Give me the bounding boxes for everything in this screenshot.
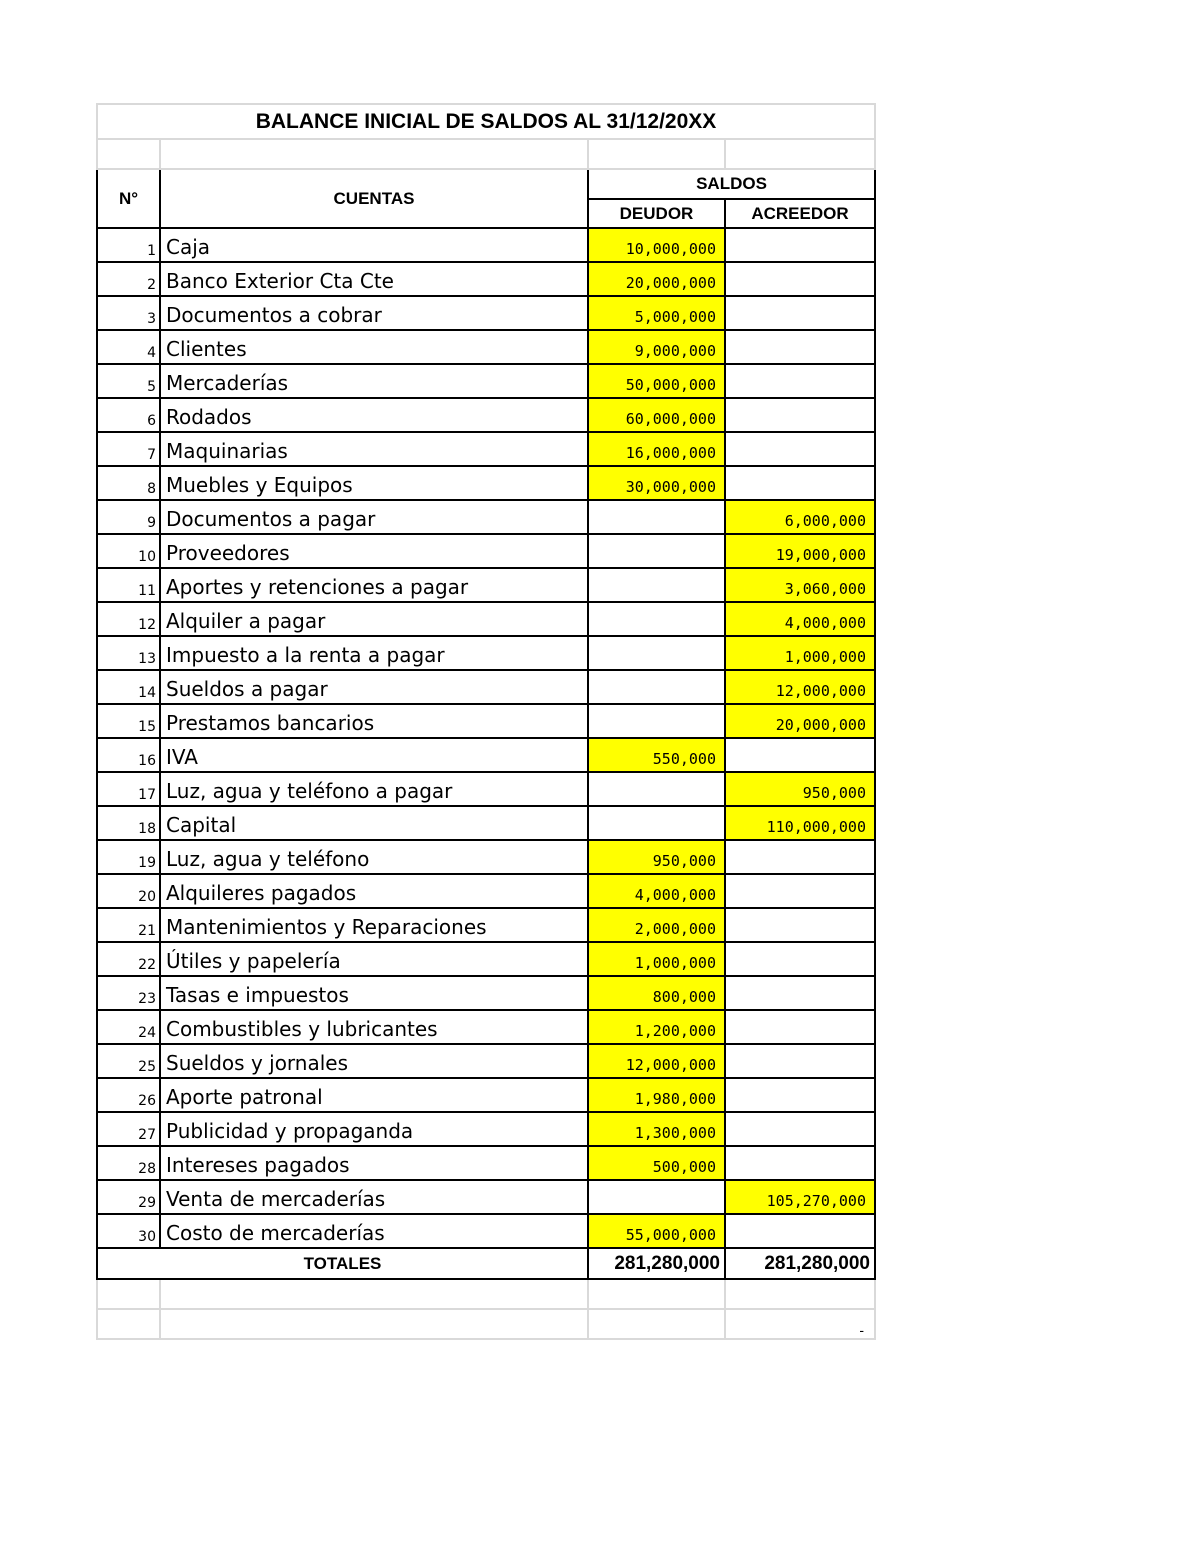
credit-amount-cell[interactable]: 6,000,000: [725, 500, 875, 534]
row-number-cell[interactable]: 22: [97, 942, 160, 976]
account-name-cell[interactable]: IVA: [160, 738, 588, 772]
account-name-cell[interactable]: Banco Exterior Cta Cte: [160, 262, 588, 296]
debit-amount-cell[interactable]: 60,000,000: [588, 398, 725, 432]
total-credit-cell[interactable]: 281,280,000: [725, 1248, 875, 1279]
debit-amount-cell[interactable]: 1,300,000: [588, 1112, 725, 1146]
account-name-cell[interactable]: Documentos a pagar: [160, 500, 588, 534]
account-name-cell[interactable]: Luz, agua y teléfono a pagar: [160, 772, 588, 806]
debit-amount-cell[interactable]: 800,000: [588, 976, 725, 1010]
account-name-cell[interactable]: Útiles y papelería: [160, 942, 588, 976]
account-name-cell[interactable]: Sueldos y jornales: [160, 1044, 588, 1078]
account-name-cell[interactable]: Documentos a cobrar: [160, 296, 588, 330]
debit-amount-cell[interactable]: [588, 636, 725, 670]
debit-column-header: DEUDOR: [588, 199, 725, 228]
empty-cell[interactable]: [160, 139, 588, 169]
credit-amount-cell[interactable]: [725, 1146, 875, 1180]
row-number-cell[interactable]: 18: [97, 806, 160, 840]
account-name-cell[interactable]: Mantenimientos y Reparaciones: [160, 908, 588, 942]
debit-amount-cell[interactable]: 1,000,000: [588, 942, 725, 976]
debit-amount-cell[interactable]: 1,200,000: [588, 1010, 725, 1044]
row-number-cell[interactable]: 7: [97, 432, 160, 466]
balance-sheet-body: [97, 104, 875, 1339]
credit-amount-cell[interactable]: [725, 432, 875, 466]
row-number-cell[interactable]: 9: [97, 500, 160, 534]
account-name-cell[interactable]: Proveedores: [160, 534, 588, 568]
debit-amount-cell[interactable]: 16,000,000: [588, 432, 725, 466]
debit-amount-cell[interactable]: [588, 500, 725, 534]
credit-amount-cell[interactable]: [725, 296, 875, 330]
debit-amount-cell[interactable]: 30,000,000: [588, 466, 725, 500]
account-name-cell[interactable]: Tasas e impuestos: [160, 976, 588, 1010]
row-number-cell[interactable]: 19: [97, 840, 160, 874]
row-number-cell[interactable]: 20: [97, 874, 160, 908]
debit-amount-cell[interactable]: 1,980,000: [588, 1078, 725, 1112]
row-number-cell[interactable]: 6: [97, 398, 160, 432]
account-name-cell[interactable]: Caja: [160, 228, 588, 262]
accounts-column-header: CUENTAS: [160, 169, 588, 228]
table-row: [97, 636, 875, 670]
account-name-cell[interactable]: Aportes y retenciones a pagar: [160, 568, 588, 602]
credit-amount-cell[interactable]: [725, 1078, 875, 1112]
row-number-cell[interactable]: 17: [97, 772, 160, 806]
debit-amount-cell[interactable]: 550,000: [588, 738, 725, 772]
row-number-cell[interactable]: 8: [97, 466, 160, 500]
credit-amount-cell[interactable]: [725, 874, 875, 908]
table-row: [97, 942, 875, 976]
sheet-title: BALANCE INICIAL DE SALDOS AL 31/12/20XX: [97, 104, 875, 139]
number-column-header: N°: [97, 169, 160, 228]
header-row-top: [97, 169, 875, 199]
empty-cell[interactable]: [97, 1309, 160, 1339]
row-number-cell[interactable]: 11: [97, 568, 160, 602]
account-name-cell[interactable]: Clientes: [160, 330, 588, 364]
table-row: [97, 704, 875, 738]
table-row: [97, 738, 875, 772]
balance-sheet-table: [96, 103, 876, 1340]
empty-cell[interactable]: [725, 139, 875, 169]
table-row: [97, 296, 875, 330]
row-number-cell[interactable]: 10: [97, 534, 160, 568]
account-name-cell[interactable]: Venta de mercaderías: [160, 1180, 588, 1214]
table-row: [97, 398, 875, 432]
row-number-cell[interactable]: 21: [97, 908, 160, 942]
account-name-cell[interactable]: Intereses pagados: [160, 1146, 588, 1180]
debit-amount-cell[interactable]: [588, 534, 725, 568]
debit-amount-cell[interactable]: [588, 806, 725, 840]
difference-cell[interactable]: -: [725, 1309, 875, 1339]
empty-cell[interactable]: [588, 1309, 725, 1339]
debit-amount-cell[interactable]: 55,000,000: [588, 1214, 725, 1248]
empty-cell[interactable]: [588, 139, 725, 169]
row-number-cell[interactable]: 2: [97, 262, 160, 296]
account-name-cell[interactable]: Capital: [160, 806, 588, 840]
spacer-row: [97, 139, 875, 169]
account-name-cell[interactable]: Alquileres pagados: [160, 874, 588, 908]
table-row: [97, 976, 875, 1010]
row-number-cell[interactable]: 30: [97, 1214, 160, 1248]
debit-amount-cell[interactable]: 10,000,000: [588, 228, 725, 262]
credit-amount-cell[interactable]: [725, 398, 875, 432]
row-number-cell[interactable]: 23: [97, 976, 160, 1010]
credit-amount-cell[interactable]: [725, 1214, 875, 1248]
credit-amount-cell[interactable]: 20,000,000: [725, 704, 875, 738]
empty-cell[interactable]: [160, 1309, 588, 1339]
account-name-cell[interactable]: Aporte patronal: [160, 1078, 588, 1112]
table-row: [97, 772, 875, 806]
debit-amount-cell[interactable]: [588, 670, 725, 704]
credit-amount-cell[interactable]: 950,000: [725, 772, 875, 806]
table-row: [97, 1146, 875, 1180]
table-row: [97, 1112, 875, 1146]
credit-amount-cell[interactable]: [725, 466, 875, 500]
account-name-cell[interactable]: Combustibles y lubricantes: [160, 1010, 588, 1044]
table-row: [97, 1010, 875, 1044]
debit-amount-cell[interactable]: 950,000: [588, 840, 725, 874]
table-row: [97, 1044, 875, 1078]
totals-label: TOTALES: [97, 1248, 588, 1279]
table-row: [97, 1078, 875, 1112]
credit-amount-cell[interactable]: [725, 1010, 875, 1044]
credit-amount-cell[interactable]: 105,270,000: [725, 1180, 875, 1214]
row-number-cell[interactable]: 3: [97, 296, 160, 330]
credit-amount-cell[interactable]: [725, 976, 875, 1010]
spacer-row: [97, 1279, 875, 1309]
row-number-cell[interactable]: 5: [97, 364, 160, 398]
row-number-cell[interactable]: 29: [97, 1180, 160, 1214]
account-name-cell[interactable]: Impuesto a la renta a pagar: [160, 636, 588, 670]
table-row: [97, 806, 875, 840]
debit-amount-cell[interactable]: [588, 1180, 725, 1214]
debit-amount-cell[interactable]: 12,000,000: [588, 1044, 725, 1078]
table-row: [97, 262, 875, 296]
row-number-cell[interactable]: 28: [97, 1146, 160, 1180]
account-name-cell[interactable]: Prestamos bancarios: [160, 704, 588, 738]
table-row: [97, 500, 875, 534]
debit-amount-cell[interactable]: [588, 772, 725, 806]
credit-amount-cell[interactable]: 12,000,000: [725, 670, 875, 704]
table-row: [97, 330, 875, 364]
debit-amount-cell[interactable]: 5,000,000: [588, 296, 725, 330]
account-name-cell[interactable]: Alquiler a pagar: [160, 602, 588, 636]
row-number-cell[interactable]: 12: [97, 602, 160, 636]
table-row: [97, 874, 875, 908]
credit-amount-cell[interactable]: [725, 908, 875, 942]
table-row: [97, 568, 875, 602]
row-number-cell[interactable]: 1: [97, 228, 160, 262]
table-row: [97, 1214, 875, 1248]
account-name-cell[interactable]: Rodados: [160, 398, 588, 432]
account-name-cell[interactable]: Sueldos a pagar: [160, 670, 588, 704]
spacer-row: [97, 1309, 875, 1339]
debit-amount-cell[interactable]: [588, 568, 725, 602]
row-number-cell[interactable]: 4: [97, 330, 160, 364]
credit-amount-cell[interactable]: [725, 330, 875, 364]
title-row: [97, 104, 875, 139]
empty-cell[interactable]: [725, 1279, 875, 1309]
debit-amount-cell[interactable]: 50,000,000: [588, 364, 725, 398]
account-name-cell[interactable]: Maquinarias: [160, 432, 588, 466]
credit-amount-cell[interactable]: [725, 364, 875, 398]
balances-group-header: SALDOS: [588, 169, 875, 199]
table-row: [97, 364, 875, 398]
debit-amount-cell[interactable]: 4,000,000: [588, 874, 725, 908]
credit-amount-cell[interactable]: [725, 1044, 875, 1078]
credit-amount-cell[interactable]: 4,000,000: [725, 602, 875, 636]
table-row: [97, 432, 875, 466]
credit-amount-cell[interactable]: [725, 262, 875, 296]
debit-amount-cell[interactable]: [588, 704, 725, 738]
debit-amount-cell[interactable]: 20,000,000: [588, 262, 725, 296]
credit-amount-cell[interactable]: 19,000,000: [725, 534, 875, 568]
debit-amount-cell[interactable]: 9,000,000: [588, 330, 725, 364]
empty-cell[interactable]: [160, 1279, 588, 1309]
credit-amount-cell[interactable]: [725, 228, 875, 262]
account-name-cell[interactable]: Muebles y Equipos: [160, 466, 588, 500]
credit-column-header: ACREEDOR: [725, 199, 875, 228]
credit-amount-cell[interactable]: 3,060,000: [725, 568, 875, 602]
row-number-cell[interactable]: 25: [97, 1044, 160, 1078]
table-row: [97, 228, 875, 262]
row-number-cell[interactable]: 24: [97, 1010, 160, 1044]
credit-amount-cell[interactable]: 1,000,000: [725, 636, 875, 670]
row-number-cell[interactable]: 13: [97, 636, 160, 670]
credit-amount-cell[interactable]: [725, 942, 875, 976]
row-number-cell[interactable]: 26: [97, 1078, 160, 1112]
row-number-cell[interactable]: 15: [97, 704, 160, 738]
debit-amount-cell[interactable]: [588, 602, 725, 636]
empty-cell[interactable]: [97, 139, 160, 169]
account-name-cell[interactable]: Publicidad y propaganda: [160, 1112, 588, 1146]
row-number-cell[interactable]: 14: [97, 670, 160, 704]
account-name-cell[interactable]: Luz, agua y teléfono: [160, 840, 588, 874]
table-row: [97, 670, 875, 704]
table-row: [97, 466, 875, 500]
table-row: [97, 1180, 875, 1214]
account-name-cell[interactable]: Costo de mercaderías: [160, 1214, 588, 1248]
row-number-cell[interactable]: 16: [97, 738, 160, 772]
credit-amount-cell[interactable]: 110,000,000: [725, 806, 875, 840]
credit-amount-cell[interactable]: [725, 738, 875, 772]
row-number-cell[interactable]: 27: [97, 1112, 160, 1146]
account-name-cell[interactable]: Mercaderías: [160, 364, 588, 398]
table-row: [97, 534, 875, 568]
debit-amount-cell[interactable]: 500,000: [588, 1146, 725, 1180]
total-debit-cell[interactable]: 281,280,000: [588, 1248, 725, 1279]
empty-cell[interactable]: [588, 1279, 725, 1309]
debit-amount-cell[interactable]: 2,000,000: [588, 908, 725, 942]
credit-amount-cell[interactable]: [725, 840, 875, 874]
credit-amount-cell[interactable]: [725, 1112, 875, 1146]
table-row: [97, 908, 875, 942]
table-row: [97, 602, 875, 636]
table-row: [97, 840, 875, 874]
empty-cell[interactable]: [97, 1279, 160, 1309]
totals-row: [97, 1248, 875, 1279]
